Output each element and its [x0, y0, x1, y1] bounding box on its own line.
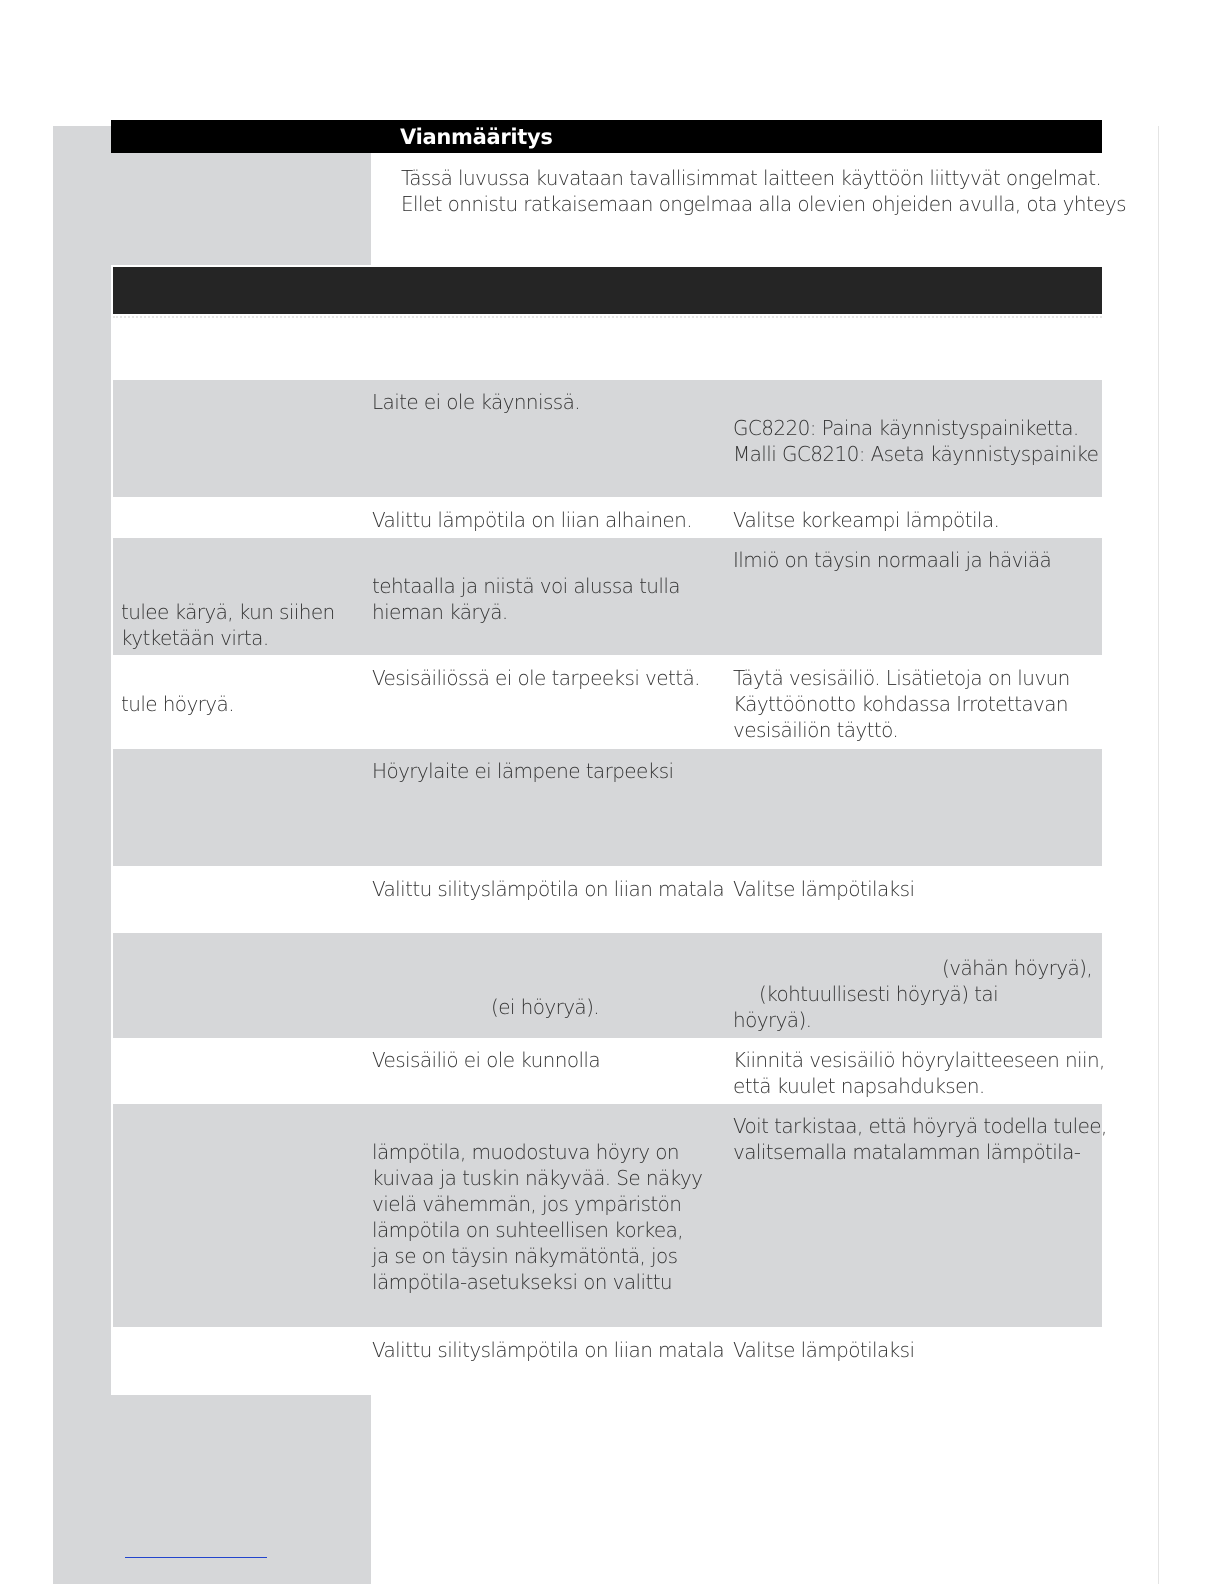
solution-text: vesisäiliön täyttö. — [733, 718, 899, 742]
solution-text: Valitse korkeampi lämpötila. — [733, 508, 1000, 532]
solution-text: Voit tarkistaa, että höyryä todella tulee, — [733, 1114, 1107, 1138]
page-edge-rule — [1158, 126, 1159, 1584]
cause-text: lämpötila-asetukseksi on valittu — [372, 1270, 673, 1294]
cause-text: Valittu silityslämpötila on liian matala — [372, 877, 725, 901]
sidebar-panel-bottom — [111, 1395, 371, 1584]
left-margin-strip — [53, 126, 111, 1584]
cause-text: vielä vähemmän, jos ympäristön — [372, 1192, 682, 1216]
section-title-bar — [111, 120, 1102, 153]
cause-text: lämpötila, muodostuva höyry on — [372, 1140, 679, 1164]
cause-text: ja se on täysin näkymätöntä, jos — [372, 1244, 678, 1268]
solution-text: että kuulet napsahduksen. — [733, 1074, 985, 1098]
solution-text: höyryä). — [733, 1008, 812, 1032]
cause-text: Laite ei ole käynnissä. — [372, 390, 581, 414]
cause-text: Vesisäiliössä ei ole tarpeeksi vettä. — [372, 666, 700, 690]
table-header — [113, 267, 1102, 314]
solution-text: valitsemalla matalamman lämpötila- — [733, 1140, 1081, 1164]
solution-text: Valitse lämpötilaksi — [733, 877, 915, 901]
solution-text: Käyttöönotto kohdassa Irrotettavan — [733, 692, 1068, 716]
solution-text: Täytä vesisäiliö. Lisätietoja on luvun — [733, 666, 1070, 690]
cause-text: Valittu silityslämpötila on liian matala — [372, 1338, 725, 1362]
solution-text: (vähän höyryä), — [942, 956, 1093, 980]
cause-text: tehtaalla ja niistä voi alussa tulla — [372, 574, 680, 598]
solution-text: Ilmiö on täysin normaali ja häviää — [733, 548, 1052, 572]
solution-text: Kiinnitä vesisäiliö höyrylaitteeseen niin, — [733, 1048, 1105, 1072]
cause-text: hieman käryä. — [372, 600, 508, 624]
cause-text: (ei höyryä). — [491, 995, 600, 1019]
cause-text: Vesisäiliö ei ole kunnolla — [372, 1048, 601, 1072]
cause-text: Höyrylaite ei lämpene tarpeeksi — [372, 759, 674, 783]
problem-text: tulee käryä, kun siihen — [121, 600, 335, 624]
section-title: Vianmääritys — [400, 125, 553, 149]
solution-text: GC8220: Paina käynnistyspainiketta. — [733, 416, 1079, 440]
solution-text: (kohtuullisesti höyryä) tai — [759, 982, 999, 1006]
intro-line: Tässä luvussa kuvataan tavallisimmat laitteen käyttöön liittyvät ongelmat. — [401, 166, 1102, 190]
cause-text: lämpötila on suhteellisen korkea, — [372, 1218, 684, 1242]
problem-text: tule höyryä. — [121, 692, 234, 716]
cause-text: Valittu lämpötila on liian alhainen. — [372, 508, 692, 532]
header-dotted-divider — [113, 316, 1102, 318]
problem-text: kytketään virta. — [121, 626, 269, 650]
solution-text: Valitse lämpötilaksi — [733, 1338, 915, 1362]
sidebar-panel-top — [111, 153, 371, 265]
cause-text: kuivaa ja tuskin näkyvää. Se näkyy — [372, 1166, 703, 1190]
solution-text: Malli GC8210: Aseta käynnistyspainike — [733, 442, 1099, 466]
footer-link-underline[interactable] — [125, 1557, 267, 1558]
intro-line: Ellet onnistu ratkaisemaan ongelmaa alla olevien ohjeiden avulla, ota yhteys — [401, 192, 1126, 216]
